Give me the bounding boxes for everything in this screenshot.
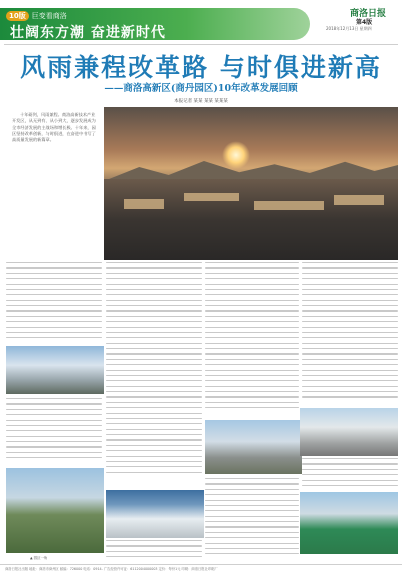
building	[334, 195, 384, 205]
footer-text: 商洛日报社出版 地址：商洛市商州区 邮编：726000 电话：0914- 广告经营许可证：6112004000003 定价：每份1元 印刷：商洛日报社印刷厂	[5, 567, 218, 571]
photo-right-top	[300, 408, 398, 456]
issue-date: 2018年12月13日 星期四	[326, 26, 372, 31]
building	[124, 199, 164, 209]
body-column-2b	[106, 540, 202, 562]
photo-left-bottom	[6, 468, 104, 553]
photo-left-middle	[6, 346, 104, 394]
article-subheadline: ——商洛高新区(商丹园区)10年改革发展回顾	[104, 83, 298, 94]
header-rule	[4, 44, 398, 45]
sun-glow	[222, 141, 250, 169]
building	[254, 201, 324, 210]
edition-label: 第4版	[356, 19, 373, 26]
photo-center-bottom	[106, 490, 204, 538]
banner-title: 壮阔东方潮 奋进新时代	[10, 25, 166, 41]
intro-text: 十年砺剑，风雨兼程。商洛高新技术产业开发区，从无到有、从小到大，逐步发展成为全市经济发展的主战场和增长极。十年来，园区坚持改革创新，与时俱进，在奋进中书写了高质量发展的新篇章。	[12, 112, 96, 143]
body-column-3b	[205, 478, 299, 562]
section-kicker	[6, 11, 67, 21]
body-column-2	[106, 262, 202, 486]
section-number: 10版	[6, 11, 29, 21]
hero-photo	[104, 107, 398, 260]
caption-left-bottom: ▲ 园区一角	[30, 556, 48, 560]
article-headline	[0, 48, 402, 84]
body-column-4	[302, 262, 398, 406]
article-byline: 本报记者 某某 某某 某某某	[174, 99, 228, 104]
photo-right-center	[205, 420, 302, 474]
body-column-1a	[6, 262, 102, 344]
body-column-3	[205, 262, 299, 418]
headline-end: 高	[354, 53, 382, 82]
body-column-4b	[302, 458, 398, 490]
paper-logo: 商洛日报	[350, 9, 387, 19]
page-header	[0, 0, 402, 42]
building	[184, 193, 239, 201]
photo-right-bottom	[300, 492, 398, 554]
body-column-1b	[6, 398, 102, 464]
headline-main: 风雨兼程改革路 与时俱进新	[20, 53, 355, 82]
city-skyline	[104, 179, 398, 260]
section-label: 巨变看商洛	[31, 12, 67, 20]
